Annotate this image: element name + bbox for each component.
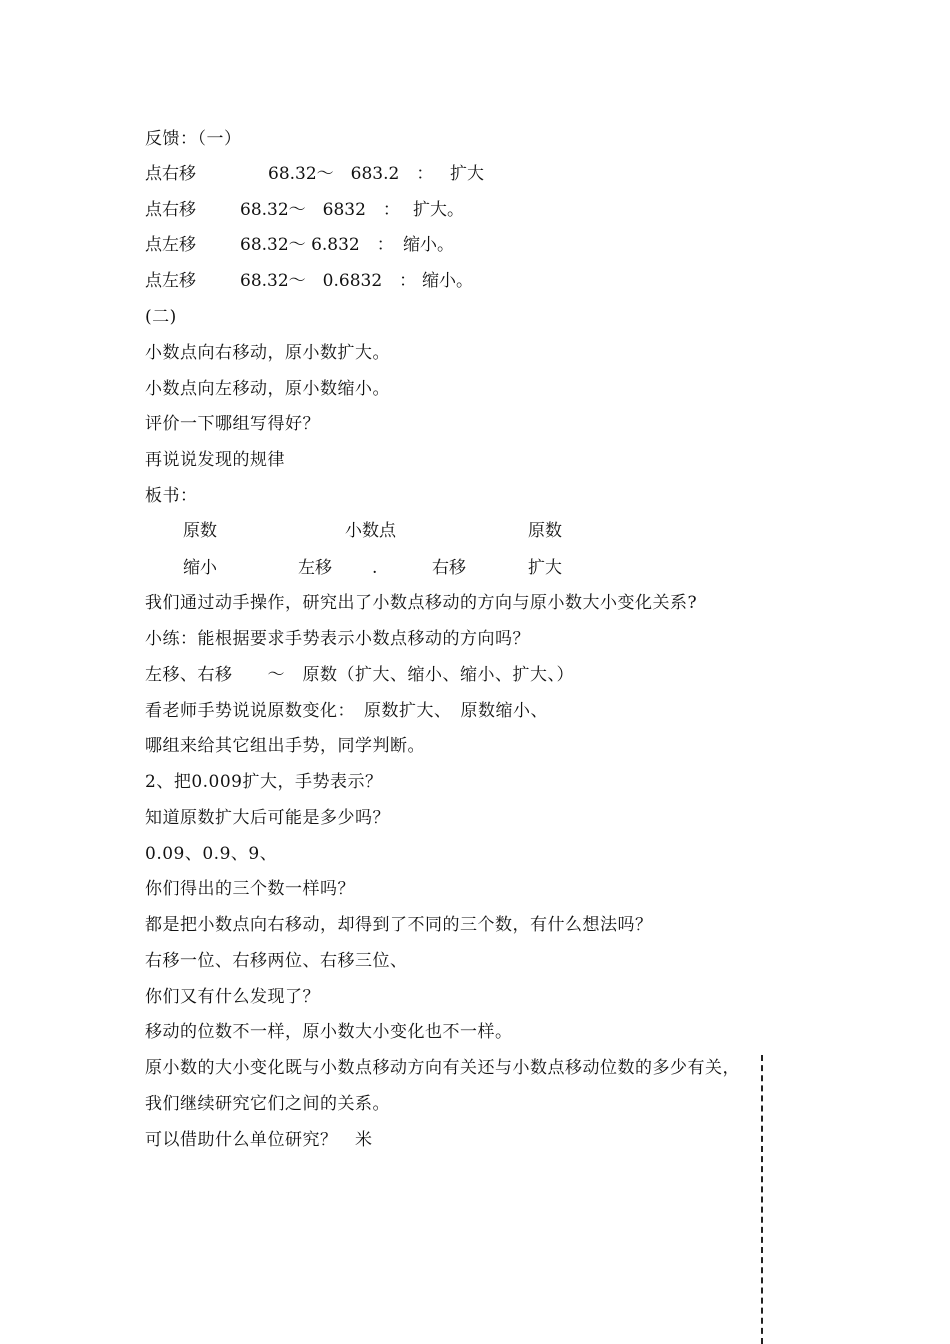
feedback-row-expr: 68.32～ 683.2 ： — [268, 164, 434, 184]
feedback-row-result: 缩小。 — [403, 235, 454, 255]
text-line: 我们通过动手操作，研究出了小数点移动的方向与原小数大小变化关系? — [145, 593, 698, 613]
board-label: 板书： — [145, 486, 198, 506]
dashed-divider — [761, 1055, 763, 1344]
text-line: 左移、右移 ～ 原数（扩大、缩小、缩小、扩大、） — [145, 665, 574, 685]
text-line: 我们继续研究它们之间的关系。 — [145, 1094, 390, 1114]
text-line: 原小数的大小变化既与小数点移动方向有关还与小数点移动位数的多少有关， — [145, 1058, 740, 1078]
text-line: 评价一下哪组写得好？ — [145, 414, 320, 434]
board-cell: 原数 — [183, 521, 217, 541]
feedback-row-expr: 68.32～ 6.832 ： — [240, 235, 394, 255]
text-line: 哪组来给其它组出手势，同学判断。 — [145, 736, 425, 756]
text-line: 可以借助什么单位研究？ 米 — [145, 1130, 373, 1150]
feedback-row-result: 缩小。 — [422, 271, 473, 291]
feedback-row-result: 扩大。 — [413, 200, 464, 220]
text-line: 小数点向左移动，原小数缩小。 — [145, 379, 390, 399]
feedback-row-expr: 68.32～ 6832 ： — [240, 200, 400, 220]
feedback-row-action: 点右移 — [145, 164, 196, 184]
board-cell: 小数点 — [345, 521, 396, 541]
board-cell: 左移 — [298, 558, 332, 578]
text-line: 再说说发现的规律 — [145, 450, 285, 470]
board-cell: 右移 — [432, 558, 466, 578]
feedback-row-action: 点右移 — [145, 200, 196, 220]
section2-heading: (二) — [145, 307, 177, 327]
board-cell: 扩大 — [528, 558, 562, 578]
text-line: 2、把0.009扩大，手势表示？ — [145, 772, 383, 792]
text-line: 都是把小数点向右移动，却得到了不同的三个数，有什么想法吗？ — [145, 915, 653, 935]
text-line: 小数点向右移动，原小数扩大。 — [145, 343, 390, 363]
text-line: 移动的位数不一样，原小数大小变化也不一样。 — [145, 1022, 513, 1042]
text-line: 右移一位、右移两位、右移三位、 — [145, 951, 408, 971]
board-cell: 缩小 — [183, 558, 217, 578]
feedback-row-expr: 68.32～ 0.6832 ： — [240, 271, 417, 291]
text-line: 你们得出的三个数一样吗？ — [145, 879, 355, 899]
feedback-row-result: 扩大 — [450, 164, 484, 184]
text-line: 0.09、0.9、9、 — [145, 844, 278, 864]
text-line: 知道原数扩大后可能是多少吗？ — [145, 808, 390, 828]
text-line: 看老师手势说说原数变化： 原数扩大、 原数缩小、 — [145, 701, 548, 721]
text-line: 你们又有什么发现了？ — [145, 987, 320, 1007]
feedback-row-action: 点左移 — [145, 235, 196, 255]
feedback-row-action: 点左移 — [145, 271, 196, 291]
feedback-heading: 反馈：（一） — [145, 129, 242, 149]
board-cell: 原数 — [528, 521, 562, 541]
board-cell: . — [372, 558, 378, 578]
text-line: 小练：能根据要求手势表示小数点移动的方向吗？ — [145, 629, 530, 649]
